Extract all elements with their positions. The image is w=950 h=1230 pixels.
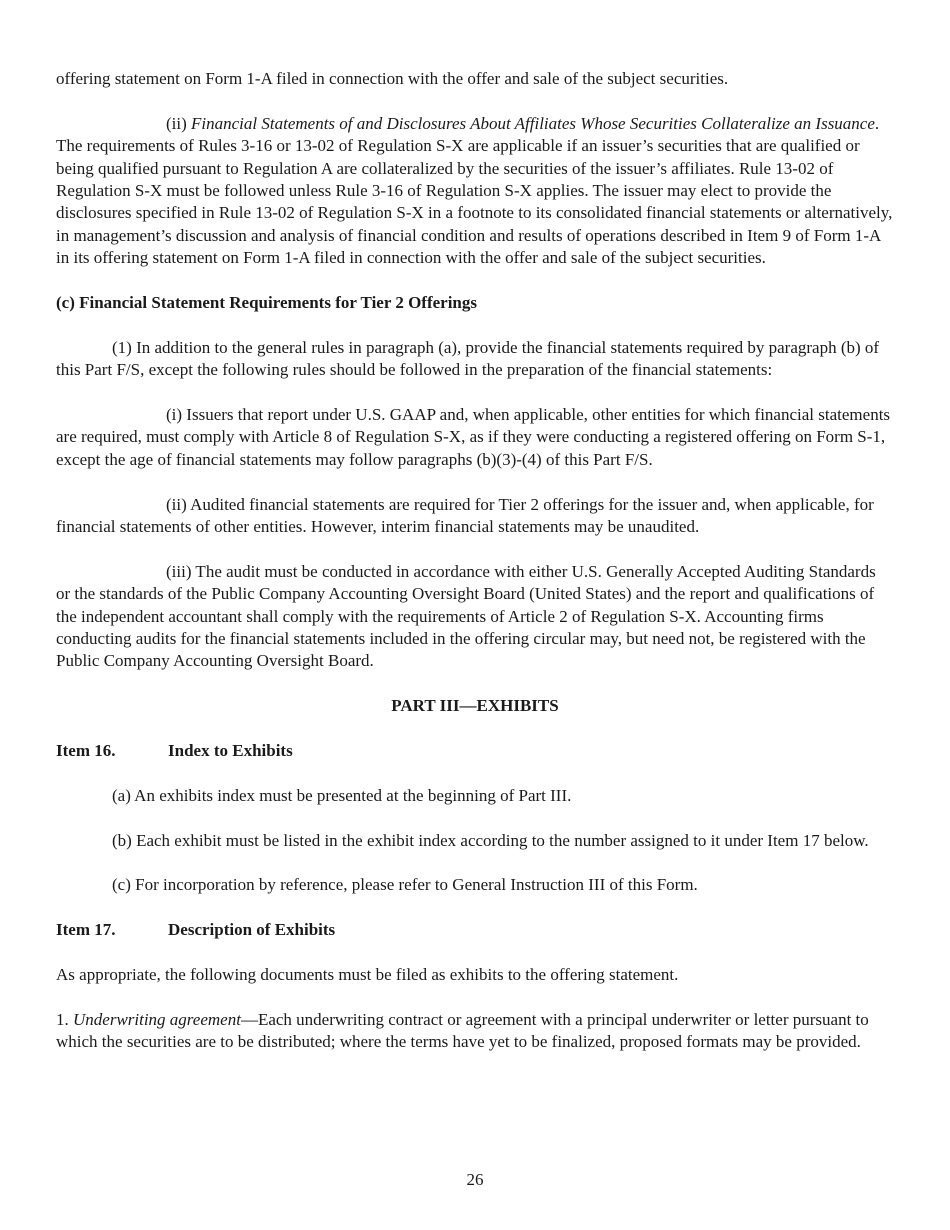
item17-number: Item 17. [56,920,116,940]
item16-title: Index to Exhibits [168,741,293,761]
item17-intro: As appropriate, the following documents must be filed as exhibits to the offering statement. [56,965,679,985]
paragraph-affiliates-body: . The requirements of Rules 3-16 or 13-02 of Regulation S-X are applicable if an issuer’s securities that are qualified or being qualified pursuant to Regulation A are collateralized by the securities of the issuer’s affiliates. Rule 13-02 of Regulation S-X must be followed unless Rule 3-16 of Regulation S-X applies. The issuer may elect to provide the disclosures specified in Rule 13-02 of Regulation S-X in a footnote to its consolidated financial statements or alternatively, in management’s discussion and analysis of financial condition and results of operations described in Item 9 of Form 1-A in its offering statement on Form 1-A filed in connection with the offer and sale of the subject securities. [56,113,893,268]
item16-a: (a) An exhibits index must be presented at the beginning of Part III. [112,785,572,805]
exhibit-1 [56,1009,894,1054]
item17-heading [56,919,894,941]
paragraph-affiliates-prefix: (ii) [166,113,192,133]
paragraph-continuation: offering statement on Form 1-A filed in connection with the offer and sale of the subject securities. [56,69,729,88]
paragraph-affiliates [56,113,894,270]
part3-heading: PART III—EXHIBITS [391,696,559,716]
document-page [56,68,894,1076]
item16-number: Item 16. [56,741,116,761]
page-number: 26 [466,1170,484,1189]
section-c-heading: (c) Financial Statement Requirements for Tier 2 Offerings [56,293,478,313]
paragraph-c1-iii: (iii) The audit must be conducted in accordance with either U.S. Generally Accepted Auditing Standards or the standards of the Public Company Accounting Oversight Board (United States) and the report and qualifications of the independent accountant shall comply with the requirements of Article 2 of Regulation S-X. Accounting firms conducting audits for the financial statements included in the offering circular may, but need not, be registered with the Public Company Accounting Oversight Board. [56,561,876,671]
item16-c: (c) For incorporation by reference, please refer to General Instruction III of this Form. [112,875,698,895]
paragraph-c1: (1) In addition to the general rules in paragraph (a), provide the financial statements required by paragraph (b) of this Part F/S, except the following rules should be followed in the preparation of the financial statements: [56,337,880,380]
paragraph-affiliates-title: Financial Statements of and Disclosures About Affiliates Whose Securities Collateralize an Issuance [191,113,875,133]
paragraph-c1-i: (i) Issuers that report under U.S. GAAP and, when applicable, other entities for which financial statements are required, must comply with Article 8 of Regulation S-X, as if they were conducting a registered offering on Form S-1, except the age of financial statements may follow paragraphs (b)(3)-(4) of this Part F/S. [56,405,891,469]
paragraph-c1-ii: (ii) Audited financial statements are required for Tier 2 offerings for the issuer and, when applicable, for financial statements of other entities. However, interim financial statements may be unaudited. [56,494,874,537]
item16-b: (b) Each exhibit must be listed in the exhibit index according to the number assigned to it under Item 17 below. [112,830,869,850]
exhibit-1-title: Underwriting agreement [73,1009,241,1029]
item17-title: Description of Exhibits [168,920,336,940]
exhibit-1-body: —Each underwriting contract or agreement with a principal underwriter or letter pursuant to which the securities are to be distributed; where the terms have yet to be finalized, proposed formats may be provided. [56,1009,869,1052]
exhibit-1-number: 1. [56,1009,73,1029]
item16-heading [56,740,894,762]
